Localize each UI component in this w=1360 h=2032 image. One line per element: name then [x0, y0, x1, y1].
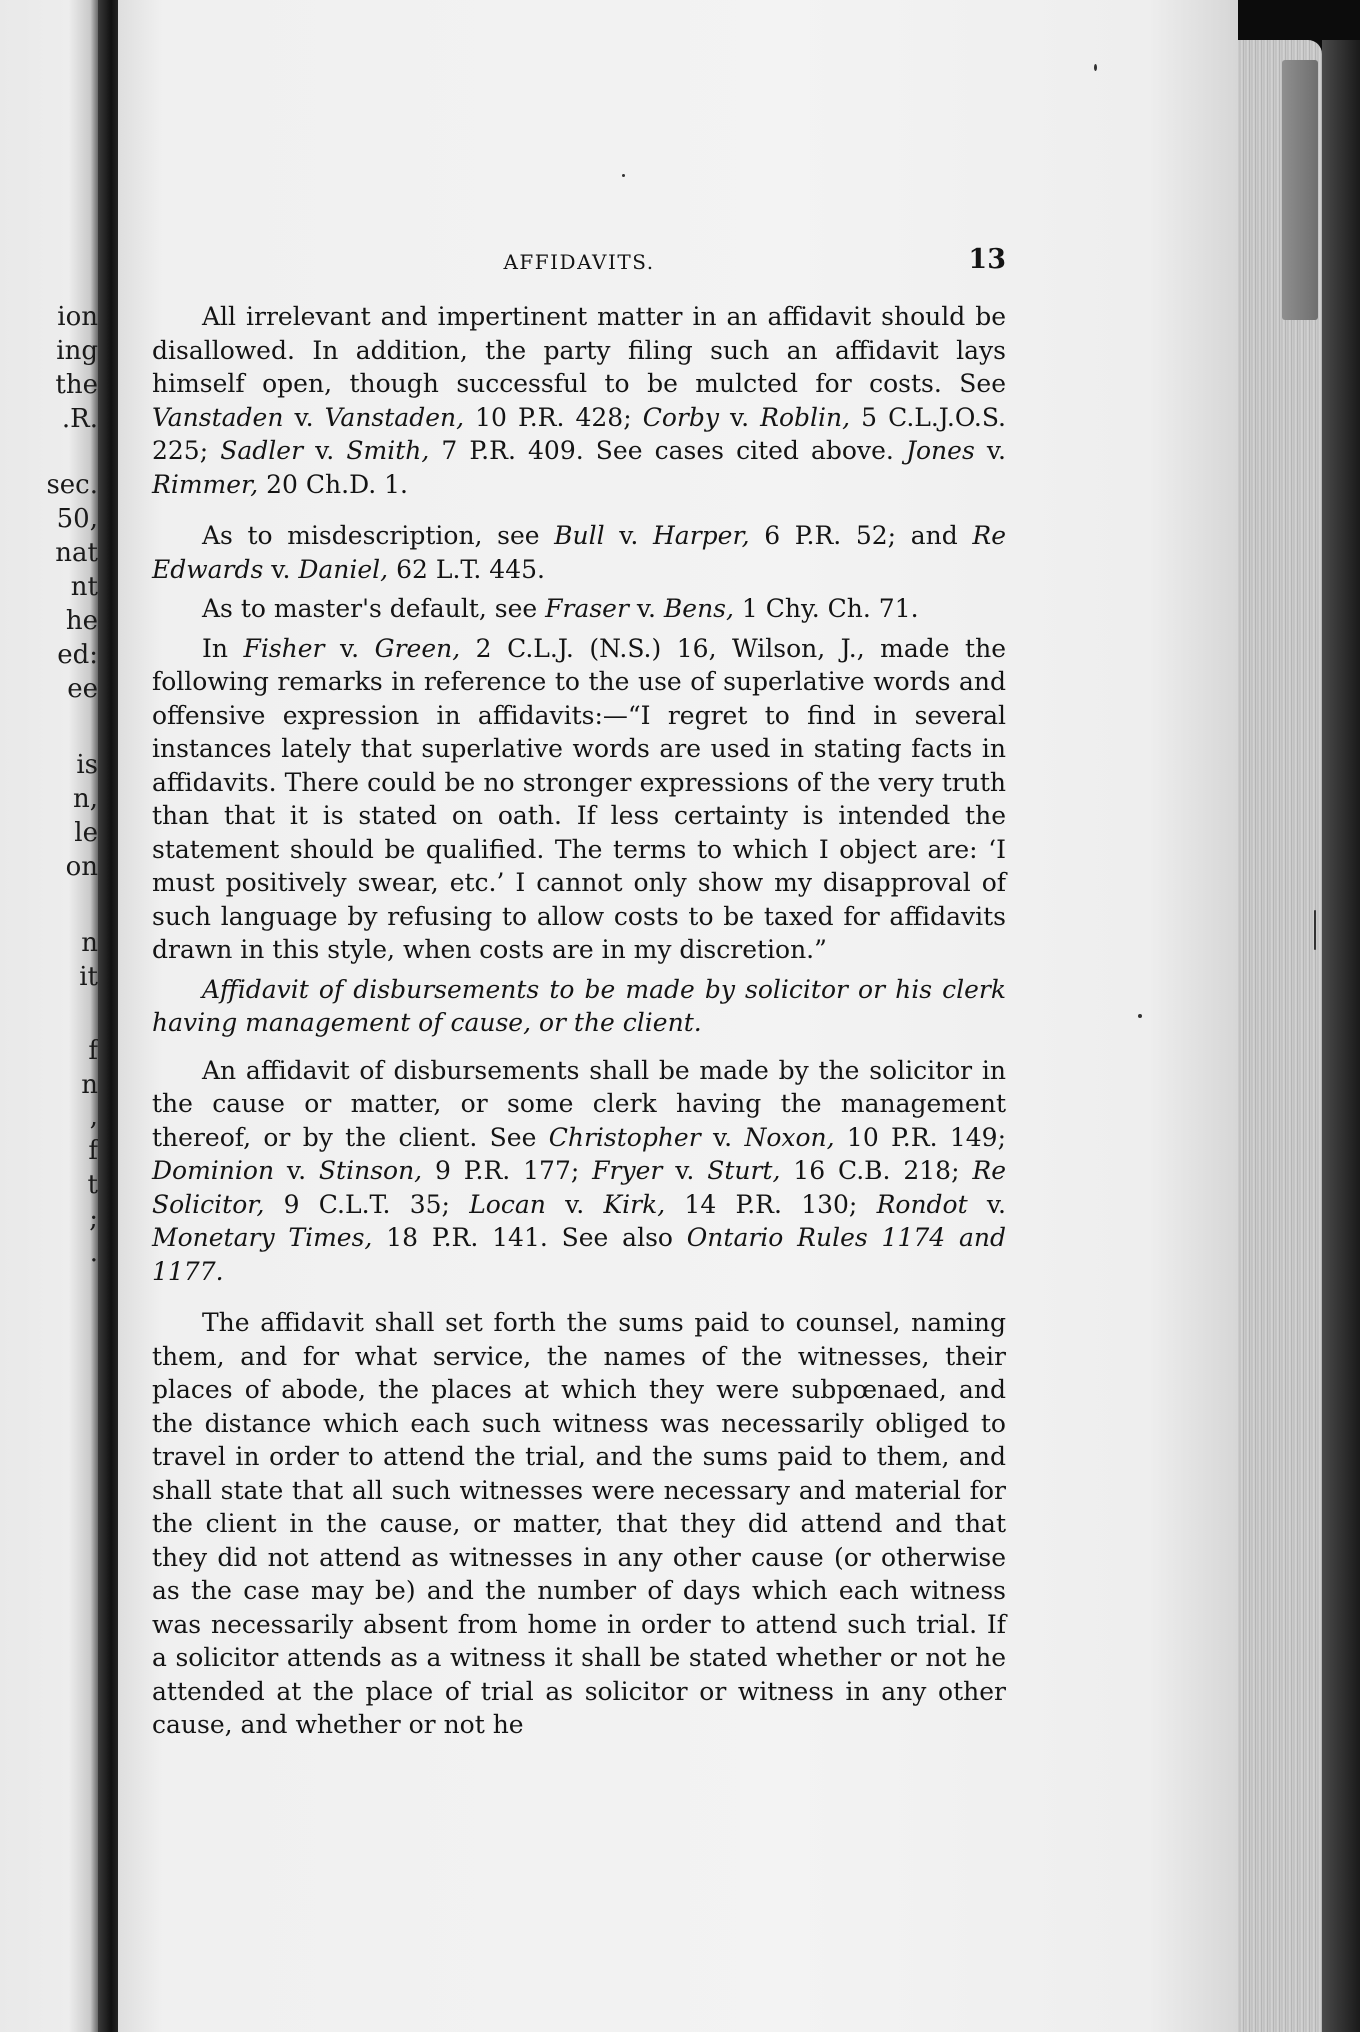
dust-speck	[1314, 910, 1316, 950]
left-page-text-fragment: n	[81, 928, 98, 958]
italic-text-run: Monetary Times,	[152, 1223, 373, 1252]
text-run: As to master's default, see	[202, 594, 546, 623]
left-page-text-fragment: f	[88, 1036, 98, 1066]
left-page-text-fragment: ,	[89, 1102, 98, 1132]
italic-text-run: Bens,	[663, 594, 734, 623]
left-page-text-fragment: 50,	[56, 504, 98, 534]
italic-text-run: Kirk,	[603, 1189, 666, 1219]
page-edge-shadow	[1322, 40, 1360, 2032]
italic-text-run: Re Edwards	[152, 521, 1006, 584]
text-run: All irrelevant and impertinent matter in an affidavit should be disallowed. In addition, the party filing such an affidavit lays himself open, though successful to be mulcted for costs. See	[152, 302, 1006, 398]
italic-text-run: Vanstaden,	[324, 402, 465, 432]
text-run: v.	[718, 402, 761, 432]
text-run: v.	[274, 1156, 319, 1185]
text-run: 7 P.R. 409. See cases cited above.	[429, 436, 906, 465]
italic-text-run: Locan	[469, 1189, 546, 1219]
text-run: As to misdescription, see	[202, 521, 555, 550]
left-page-text-fragment: ed:	[57, 640, 98, 670]
text-run: 9 P.R. 177;	[422, 1156, 593, 1185]
left-page-text-fragment: t	[87, 1170, 98, 1200]
text-run: v.	[303, 436, 347, 465]
text-run: 9 C.L.T. 35;	[264, 1189, 470, 1219]
page-header	[152, 244, 1006, 284]
italic-text-run: Daniel,	[298, 554, 389, 584]
paragraph	[152, 1306, 1006, 1742]
dust-speck	[1094, 64, 1097, 71]
left-page-text-fragment: the	[55, 370, 98, 400]
italic-text-run: Christopher	[548, 1122, 701, 1152]
italic-text-run: Rimmer,	[152, 469, 259, 499]
text-run: 20 Ch.D. 1.	[258, 469, 408, 499]
text-run: v.	[263, 554, 299, 584]
italic-text-run: Harper,	[653, 521, 750, 550]
text-run: v.	[283, 402, 325, 432]
text-run: 14 P.R. 130;	[665, 1189, 877, 1219]
running-head: AFFIDAVITS.	[503, 250, 655, 274]
left-page-text-fragment: he	[65, 606, 98, 636]
italic-text-run: Sadler	[220, 436, 304, 465]
italic-text-run: Stinson,	[318, 1156, 423, 1185]
text-run: 2 C.L.J. (N.S.) 16, Wilson, J., made the following remarks in reference to the use of superlative words and offensive expression in affidavits:—“I regret to find in several instances lately that superlative words are used in stating facts in affidavits. There could be no stronger expressions of the very truth than that it is stated on oath. If less certainty is intended the statement should be qualified. The terms to which I object are: ‘I must positively swear, etc.’ I cannot only show my disapproval of such language by refusing to allow costs to be taxed for affidavits drawn in this style, when costs are in my discretion.”	[152, 633, 1006, 964]
text-run: v.	[324, 633, 375, 663]
text-run: v.	[545, 1189, 604, 1219]
left-page-text-fragment: le	[74, 818, 98, 848]
italic-text-run: Rondot	[876, 1189, 968, 1219]
paragraph	[152, 519, 1006, 586]
paragraph	[152, 300, 1006, 501]
text-run: In	[202, 633, 244, 663]
paragraph	[152, 632, 1006, 967]
left-facing-page-edge	[0, 0, 98, 2032]
text-run: v.	[700, 1122, 745, 1152]
section-heading	[152, 973, 1006, 1040]
left-page-text-fragment: n,	[72, 784, 98, 814]
left-page-text-fragment: .	[89, 1238, 98, 1268]
text-run: 10 P.R. 149;	[834, 1122, 1007, 1152]
italic-text-run: Fryer	[592, 1156, 663, 1185]
left-page-text-fragment: ion	[57, 302, 98, 332]
left-page-text-fragment: nat	[55, 538, 98, 568]
italic-text-run: Dominion	[152, 1156, 275, 1185]
left-page-text-fragment: ee	[67, 674, 98, 704]
text-run: v.	[604, 521, 653, 550]
paragraph	[152, 1054, 1006, 1289]
left-page-text-fragment: it	[79, 962, 98, 992]
text-run: 10 P.R. 428;	[464, 402, 643, 432]
left-page-text-fragment: ing	[56, 336, 98, 366]
text-run: v.	[974, 436, 1006, 465]
book-gutter	[98, 0, 120, 2032]
text-run: The affidavit shall set forth the sums paid to counsel, naming them, and for what service, the names of the witnesses, their places of abode, the places at which they were subpœnaed, and the distance which each such witness was necessarily obliged to travel in order to attend the trial, and the sums paid to them, and shall state that all such witnesses were necessary and material for the client in the cause, or matter, that they did attend and that they did not attend as witnesses in any other cause (or otherwise as the case may be) and the number of days which each witness was necessarily absent from home in order to attend such trial. If a solicitor attends as a witness it shall be stated whether or not he attended at the place of trial as solicitor or witness in any other cause, and whether or not he	[152, 1308, 1006, 1739]
text-run: v.	[967, 1189, 1006, 1219]
text-run: 6 P.R. 52; and	[749, 521, 973, 550]
italic-text-run: Fraser	[545, 594, 629, 623]
italic-text-run: Affidavit of disbursements to be made by solicitor or his clerk having management of cause, or the client.	[152, 974, 1006, 1037]
left-page-text-fragment: is	[76, 750, 98, 780]
italic-text-run: Noxon,	[744, 1122, 835, 1152]
left-page-text-fragment: f	[88, 1136, 98, 1166]
left-page-text-fragment: sec.	[46, 470, 98, 500]
left-page-text-fragment: .R.	[61, 404, 98, 434]
italic-text-run: Jones	[905, 436, 975, 465]
italic-text-run: Corby	[642, 402, 719, 432]
italic-text-run: Re Solicitor,	[152, 1156, 1007, 1219]
left-page-text-fragment: n	[81, 1070, 98, 1100]
left-page-text-fragment: ;	[89, 1204, 98, 1234]
text-run: v.	[628, 594, 664, 623]
text-run: 16 C.B. 218;	[780, 1156, 973, 1185]
italic-text-run: Green,	[374, 633, 461, 663]
page-edges-stack	[1238, 40, 1322, 2032]
body-text	[152, 300, 1006, 1752]
page-number: 13	[968, 244, 1006, 275]
left-page-text-fragment: on	[65, 852, 98, 882]
text-run: An affidavit of disbursements shall be made by the solicitor in the cause or matter, or some clerk having the management thereof, or by the client. See	[152, 1055, 1006, 1152]
dust-speck	[622, 174, 625, 177]
italic-text-run: Bull	[554, 521, 605, 550]
italic-text-run: Roblin,	[760, 402, 851, 432]
italic-text-run: Vanstaden	[152, 402, 284, 432]
text-run: 62 L.T. 445.	[388, 554, 545, 584]
italic-text-run: Ontario Rules 1174 and 1177.	[152, 1223, 1007, 1286]
text-run: 1 Chy. Ch. 71.	[733, 594, 919, 623]
left-page-text-fragment: nt	[70, 572, 98, 602]
dust-speck	[1138, 1014, 1142, 1018]
italic-text-run: Smith,	[346, 436, 430, 465]
text-run: 18 P.R. 141. See also	[372, 1223, 687, 1252]
text-run: 5 C.L.J.O.S. 225;	[152, 402, 1006, 465]
page-edge-tab	[1282, 60, 1318, 320]
italic-text-run: Sturt,	[707, 1156, 781, 1185]
paragraph	[152, 592, 1006, 626]
italic-text-run: Fisher	[243, 633, 325, 663]
text-run: v.	[662, 1156, 708, 1185]
